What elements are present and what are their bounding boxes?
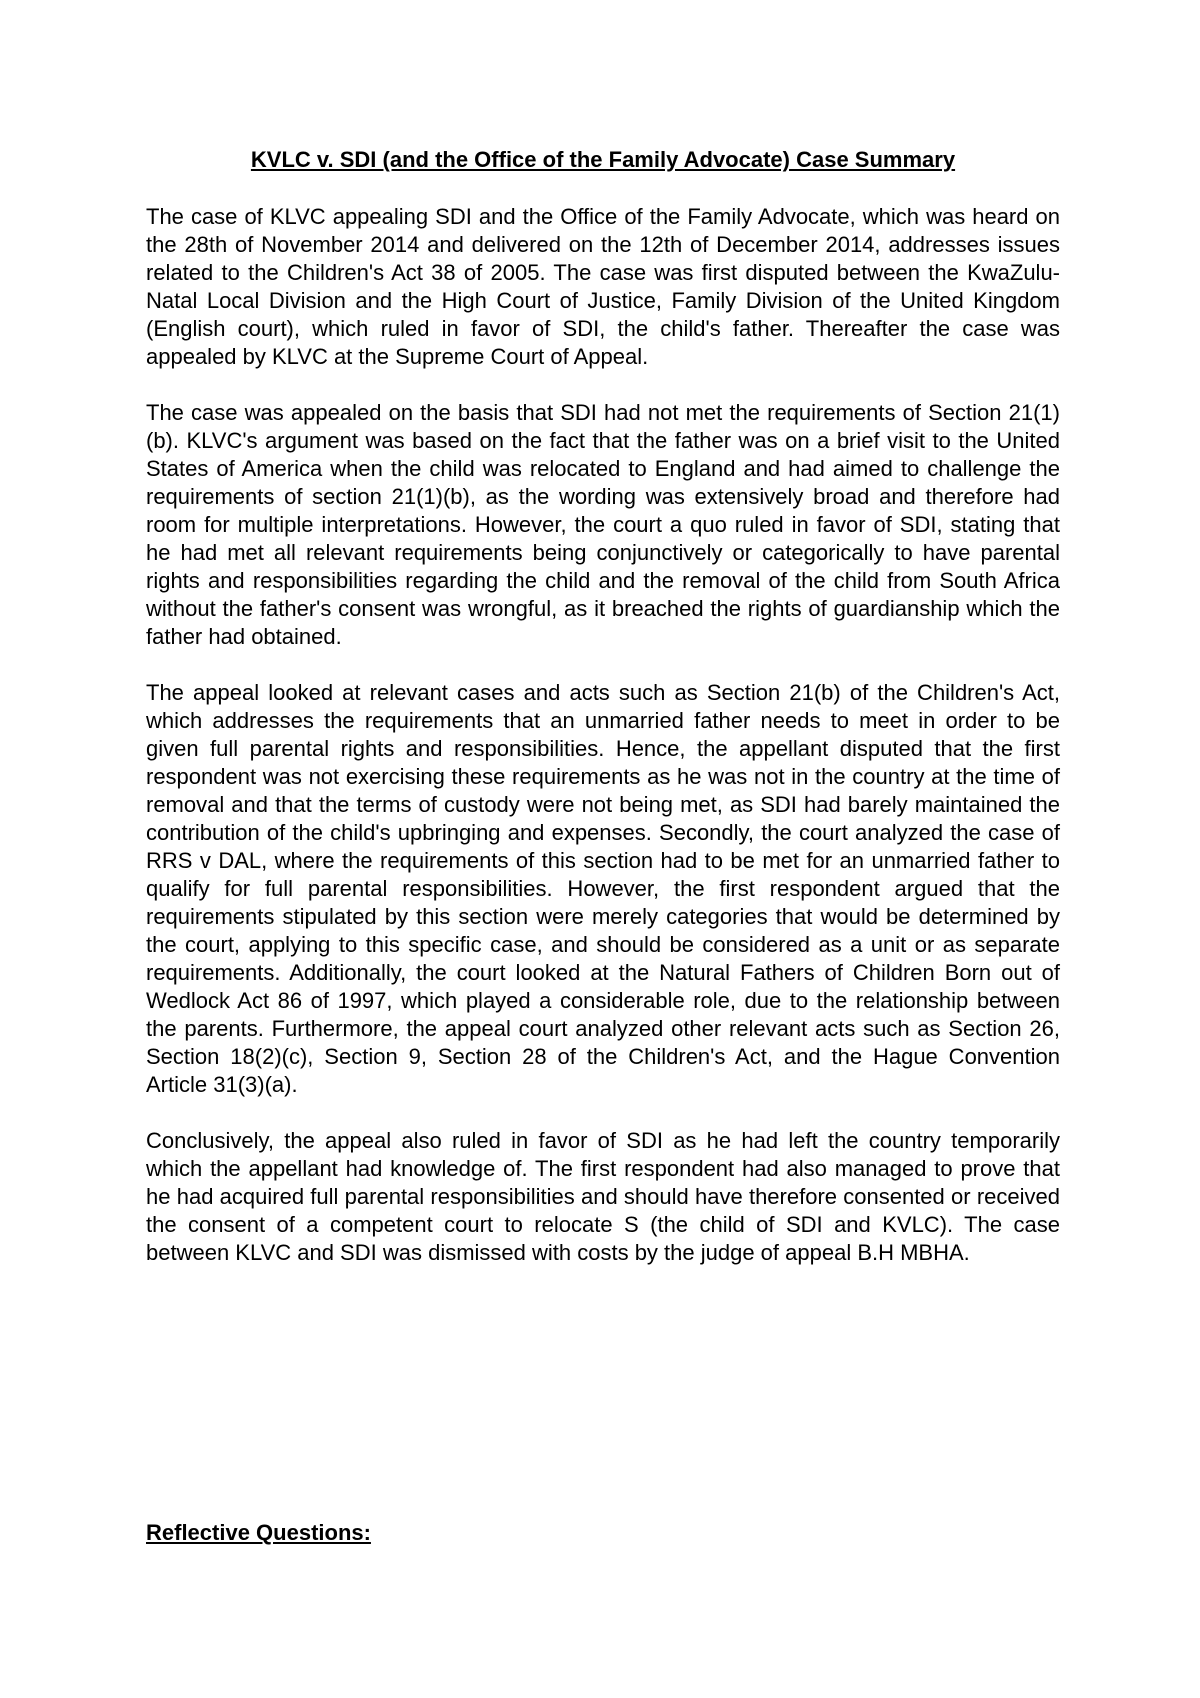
reflective-questions-heading: Reflective Questions: [146, 1520, 371, 1545]
paragraph-appeal-basis: The case was appealed on the basis that SDI had not met the requirements of Section 21(1)(b). KLVC's argument was based on the fact that the father was on a brief visit to the United States of America when the child was relocated to England and had aimed to challenge the requirements of section 21(1)(b), as the wording was extensively broad and therefore had room for multiple interpretations. However, the court a quo ruled in favor of SDI, stating that he had met all relevant requirements being conjunctively or categorically to have parental rights and responsibilities regarding the child and the removal of the child from South Africa without the father's consent was wrongful, as it breached the rights of guardianship which the father had obtained. [146, 400, 1060, 649]
paragraph-relevant-cases: The appeal looked at relevant cases and acts such as Section 21(b) of the Children's Act, which addresses the requirements that an unmarried father needs to meet in order to be given full parental rights and responsibilities. Hence, the appellant disputed that the first respondent was not exercising these requirements as he was not in the country at the time of removal and that the terms of custody were not being met, as SDI had barely maintained the contribution of the child's upbringing and expenses. Secondly, the court analyzed the case of RRS v DAL, where the requirements of this section had to be met for an unmarried father to qualify for full parental responsibilities. However, the first respondent argued that the requirements stipulated by this section were merely categories that would be determined by the court, applying to this specific case, and should be considered as a unit or as separate requirements. Additionally, the court looked at the Natural Fathers of Children Born out of Wedlock Act 86 of 1997, which played a considerable role, due to the relationship between the parents. Furthermore, the appeal court analyzed other relevant acts such as Section 26, Section 18(2)(c), Section 9, Section 28 of the Children's Act, and the Hague Convention Article 31(3)(a). [146, 680, 1060, 1097]
document-body [146, 203, 1060, 1295]
paragraph-conclusion: Conclusively, the appeal also ruled in favor of SDI as he had left the country temporarily which the appellant had knowledge of. The first respondent had also managed to prove that he had acquired full parental responsibilities and should have therefore consented or received the consent of a competent court to relocate S (the child of SDI and KVLC). The case between KLVC and SDI was dismissed with costs by the judge of appeal B.H MBHA. [146, 1128, 1060, 1265]
paragraph-case-overview: The case of KLVC appealing SDI and the Office of the Family Advocate, which was heard on the 28th of November 2014 and delivered on the 12th of December 2014, addresses issues related to the Children's Act 38 of 2005. The case was first disputed between the KwaZulu-Natal Local Division and the High Court of Justice, Family Division of the United Kingdom (English court), which ruled in favor of SDI, the child's father. Thereafter the case was appealed by KLVC at the Supreme Court of Appeal. [146, 204, 1060, 369]
document-title: KVLC v. SDI (and the Office of the Family Advocate) Case Summary [250, 147, 956, 172]
